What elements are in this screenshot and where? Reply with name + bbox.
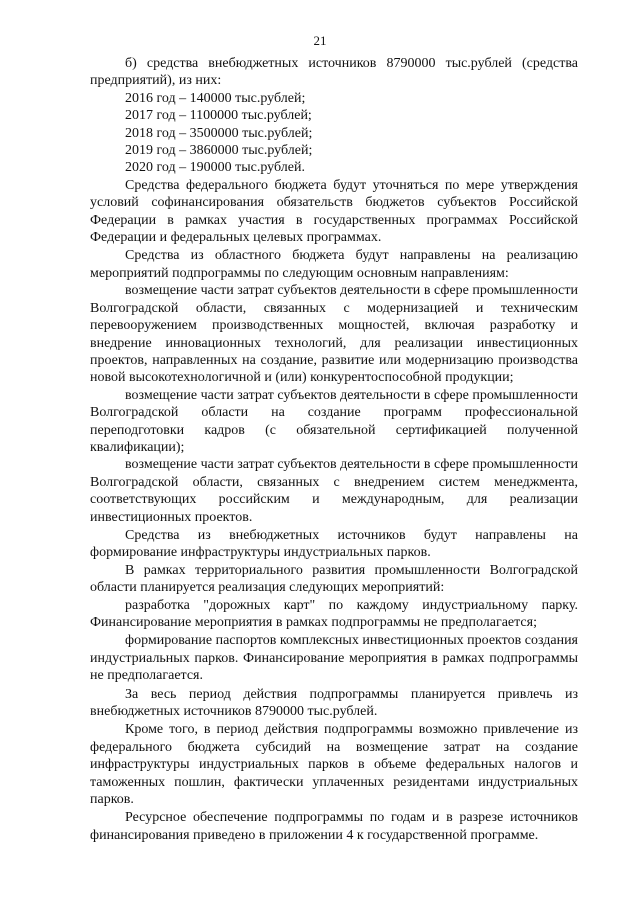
paragraph-resource-support: Ресурсное обеспечение подпрограммы по годам и в разрезе источников финансирования приведено в приложении 4 к государственной программе. xyxy=(90,810,578,843)
paragraph-federal-subsidies: Кроме того, в период действия подпрограммы возможно привлечение из федерального бюджета субсидий на возмещение затрат на создание инфраструктуры индустриальных парков в объеме федеральных налогов и таможенных пошлин, фактически уплаченных резидентами индустриальных парков. xyxy=(90,722,578,808)
paragraph-road-maps: разработка "дорожных карт" по каждому индустриальному парку. Финансирование мероприятия в рамках подпрограммы не предполагается; xyxy=(90,597,578,630)
paragraph-year-2018: 2018 год – 3500000 тыс.рублей; xyxy=(125,125,313,141)
paragraph-project-passports: формирование паспортов комплексных инвестиционных проектов создания индустриальных парков. Финансирование мероприятия в рамках подпрограммы не предполагается. xyxy=(90,633,578,684)
paragraph-extrabudgetary-sources: б) средства внебюджетных источников 8790000 тыс.рублей (средства предприятий), из них: xyxy=(90,56,578,89)
document-body xyxy=(90,55,578,844)
paragraph-extrabudgetary-infrastructure: Средства из внебюджетных источников будут направлены на формирование инфраструктуры индустриальных парков. xyxy=(90,527,578,561)
paragraph-total-extrabudgetary: За весь период действия подпрограммы планируется привлечь из внебюджетных источников 8790000 тыс.рублей. xyxy=(90,686,578,720)
paragraph-year-2019: 2019 год – 3860000 тыс.рублей; xyxy=(125,143,313,159)
paragraph-compensation-management-systems: возмещение части затрат субъектов деятельности в сфере промышленности Волгоградской области, связанных с внедрением систем менеджмента, соответствующих российским и международным, для реализации инвестиционных проектов. xyxy=(90,457,578,525)
paragraph-year-2017: 2017 год – 1100000 тыс.рублей; xyxy=(125,108,312,124)
paragraph-year-2020: 2020 год – 190000 тыс.рублей. xyxy=(125,160,305,176)
paragraph-federal-budget: Средства федерального бюджета будут уточняться по мере утверждения условий софинансирования обязательств бюджетов субъектов Российской Федерации в рамках участия в государственных программах Российской Федерации и федеральных целевых программах. xyxy=(90,177,578,246)
paragraph-year-2016: 2016 год – 140000 тыс.рублей; xyxy=(125,90,306,106)
page-number: 21 xyxy=(313,33,327,48)
paragraph-compensation-retraining: возмещение части затрат субъектов деятельности в сфере промышленности Волгоградской области на создание программ профессиональной переподготовки кадров (с обязательной сертификацией полученной квалификации); xyxy=(90,387,578,455)
paragraph-compensation-modernization: возмещение части затрат субъектов деятельности в сфере промышленности Волгоградской области, связанных с модернизацией и техническим перевооружением производственных мощностей, включая разработку и внедрение инновационных технологий, для реализации инвестиционных проектов, направленных на создание, развитие или модернизацию производства новой высокотехнологичной и (или) конкурентоспособной продукции; xyxy=(90,283,578,386)
paragraph-territorial-development: В рамках территориального развития промышленности Волгоградской области планируется реализация следующих мероприятий: xyxy=(90,562,578,596)
paragraph-regional-budget: Средства из областного бюджета будут направлены на реализацию мероприятий подпрограммы по следующим основным направлениям: xyxy=(90,248,578,281)
